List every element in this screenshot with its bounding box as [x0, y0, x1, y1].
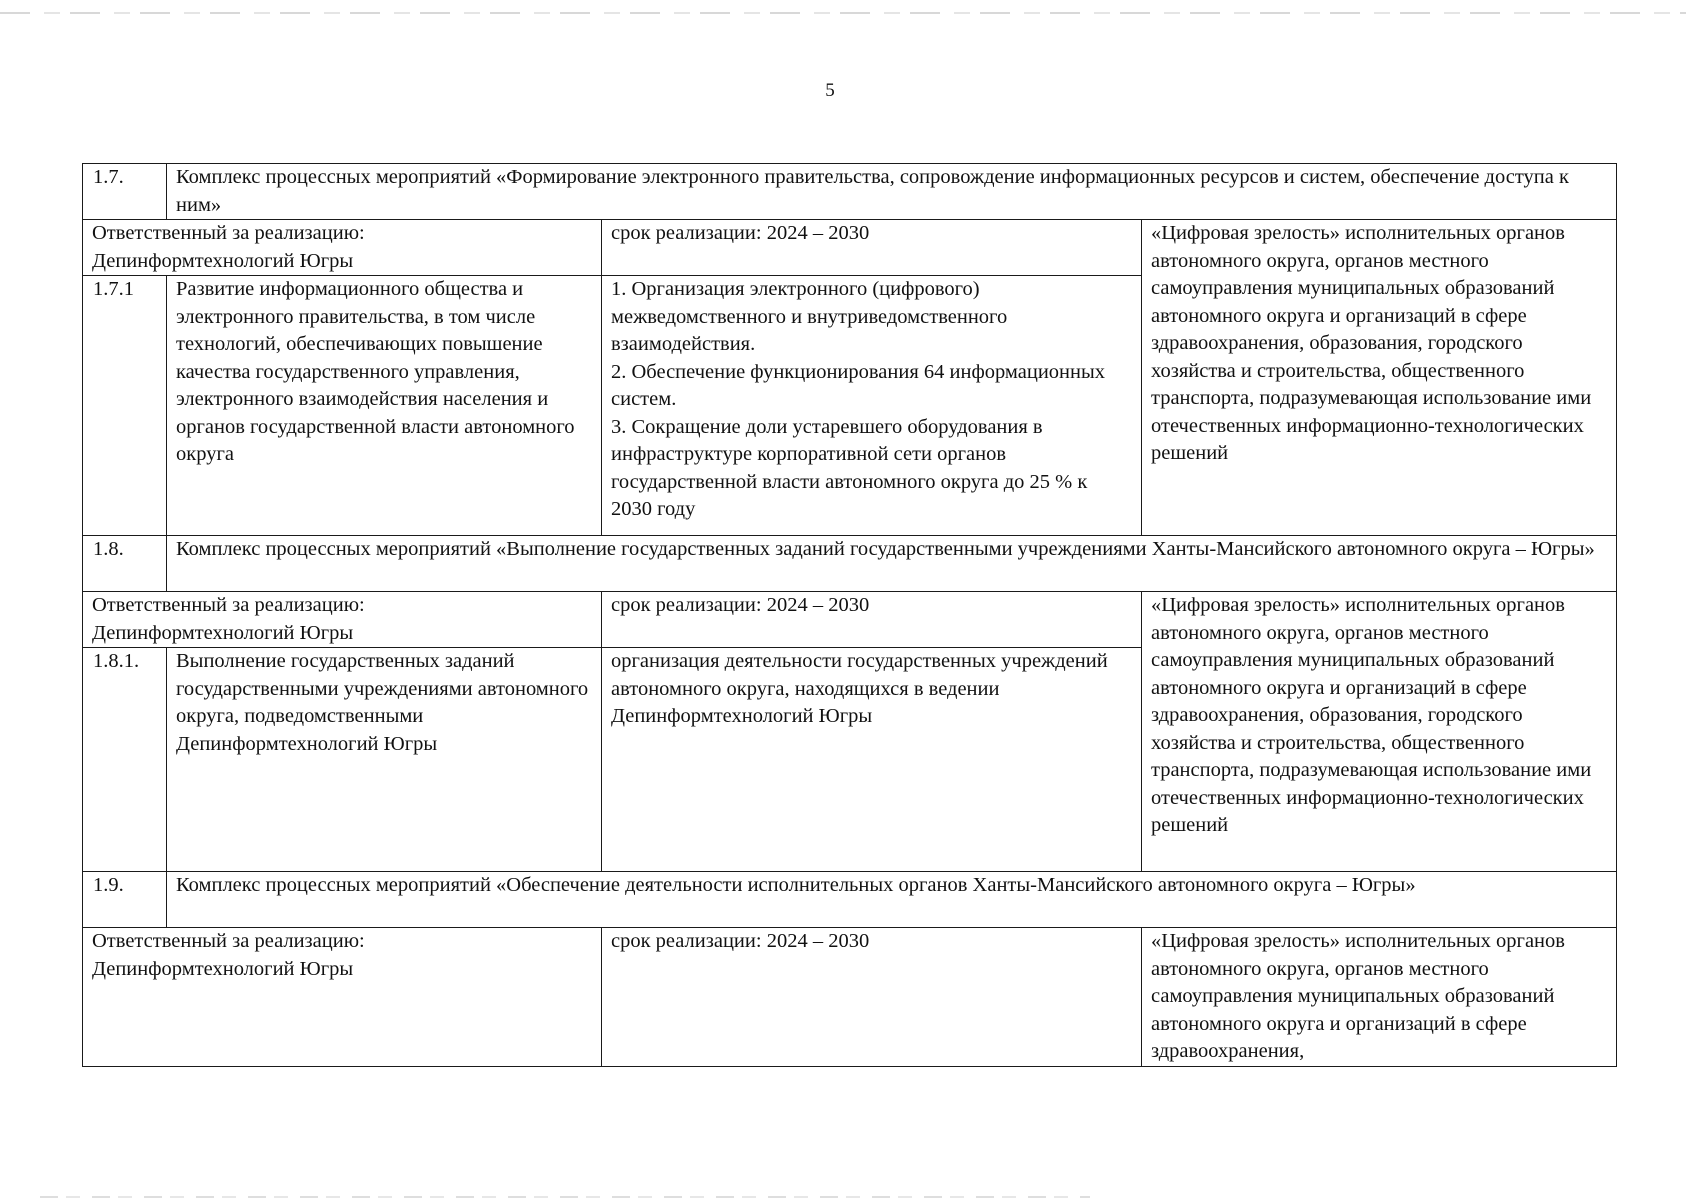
- link-cell: «Цифровая зрелость» исполнительных органов автономного округа, органов местного самоуправления муниципальных образований автономного округа и организаций в сфере здравоохранения,: [1142, 928, 1617, 1067]
- task-effects: 1. Организация электронного (цифрового) межведомственного и внутриведомственного взаимодействия. 2. Обеспечение функционирования 64 информационных систем. 3. Сокращение доли устаревшего оборудования в инфраструктуре корпоративной сети органов государственной власти автономного округа до 25 % к 2030 году: [602, 276, 1142, 536]
- responsible-cell: Ответственный за реализацию: Депинформтехнологий Югры: [83, 592, 602, 648]
- period-cell: срок реализации: 2024 – 2030: [602, 928, 1142, 1067]
- responsible-cell: Ответственный за реализацию: Депинформтехнологий Югры: [83, 220, 602, 276]
- section-title: Комплекс процессных мероприятий «Обеспечение деятельности исполнительных органов Ханты-Мансийского автономного округа – Югры»: [167, 872, 1617, 928]
- section-header-row: [83, 872, 1617, 928]
- task-name: Выполнение государственных заданий государственными учреждениями автономного округа, подведомственными Депинформтехнологий Югры: [167, 648, 602, 872]
- section-number: 1.8.: [83, 536, 167, 592]
- period-cell: срок реализации: 2024 – 2030: [602, 592, 1142, 648]
- structure-table: [82, 163, 1617, 1067]
- scan-edge-bottom: [40, 1196, 1090, 1198]
- responsible-row: [83, 592, 1617, 648]
- section-number: 1.7.: [83, 164, 167, 220]
- responsible-row: [83, 928, 1617, 1067]
- period-cell: срок реализации: 2024 – 2030: [602, 220, 1142, 276]
- task-number: 1.8.1.: [83, 648, 167, 872]
- page-number: 5: [825, 80, 835, 101]
- scan-edge-top: [0, 12, 1686, 14]
- section-header-row: [83, 536, 1617, 592]
- task-effects: организация деятельности государственных учреждений автономного округа, находящихся в ведении Депинформтехнологий Югры: [602, 648, 1142, 872]
- task-number: 1.7.1: [83, 276, 167, 536]
- section-header-row: [83, 164, 1617, 220]
- responsible-cell: Ответственный за реализацию: Депинформтехнологий Югры: [83, 928, 602, 1067]
- link-cell: «Цифровая зрелость» исполнительных органов автономного округа, органов местного самоуправления муниципальных образований автономного округа и организаций в сфере здравоохранения, образования, городского хозяйства и строительства, общественного транспорта, подразумевающая использование ими отечественных информационно-технологических решений: [1142, 592, 1617, 872]
- task-name: Развитие информационного общества и электронного правительства, в том числе технологий, обеспечивающих повышение качества государственного управления, электронного взаимодействия населения и органов государственной власти автономного округа: [167, 276, 602, 536]
- section-title: Комплекс процессных мероприятий «Выполнение государственных заданий государственными учреждениями Ханты-Мансийского автономного округа – Югры»: [167, 536, 1617, 592]
- section-title: Комплекс процессных мероприятий «Формирование электронного правительства, сопровождение информационных ресурсов и систем, обеспечение доступа к ним»: [167, 164, 1617, 220]
- link-cell: «Цифровая зрелость» исполнительных органов автономного округа, органов местного самоуправления муниципальных образований автономного округа и организаций в сфере здравоохранения, образования, городского хозяйства и строительства, общественного транспорта, подразумевающая использование ими отечественных информационно-технологических решений: [1142, 220, 1617, 536]
- responsible-row: [83, 220, 1617, 276]
- section-number: 1.9.: [83, 872, 167, 928]
